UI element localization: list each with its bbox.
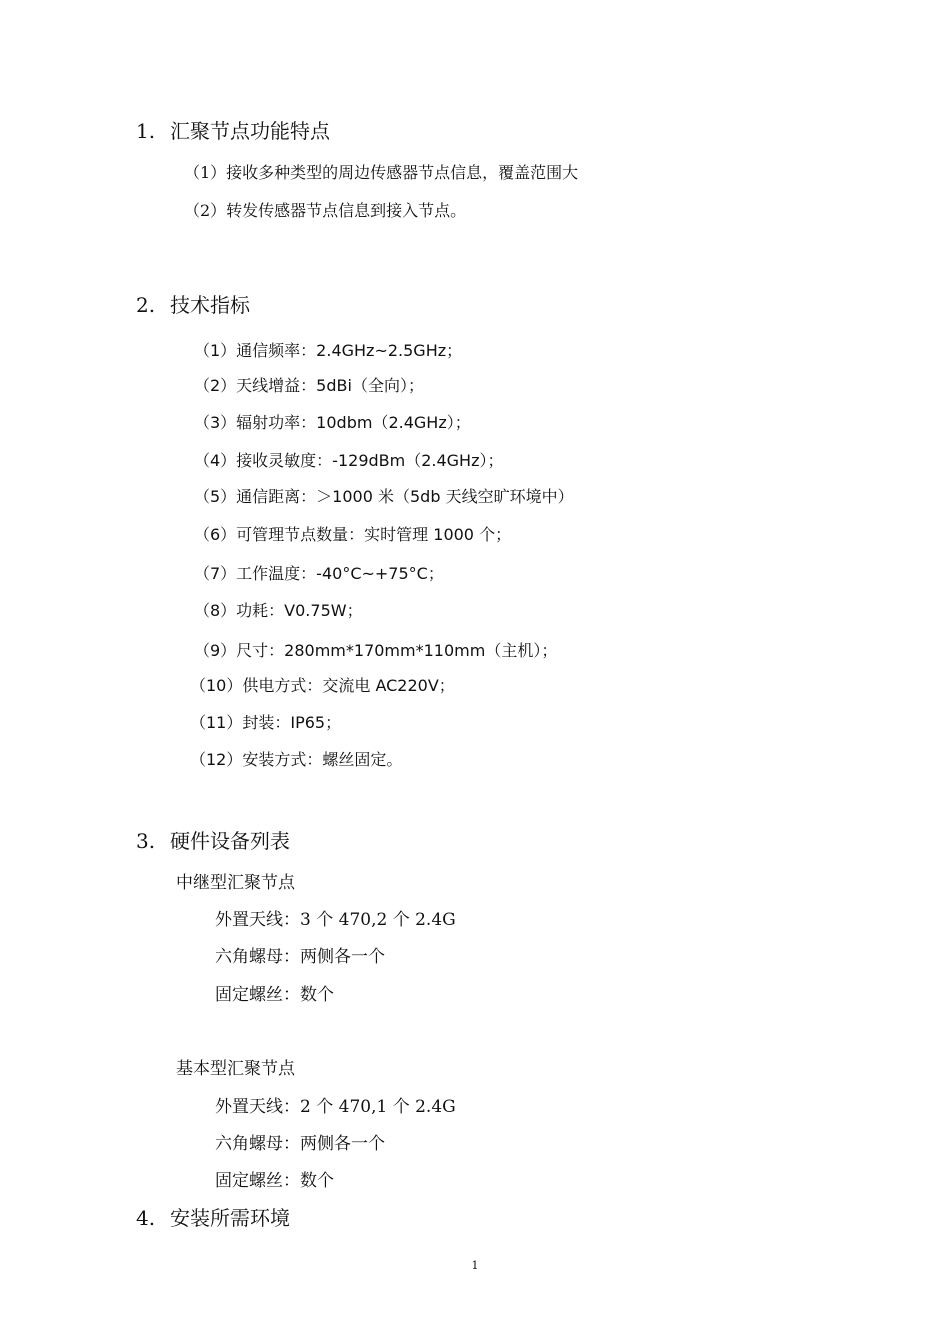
section-title: 汇聚节点功能特点: [170, 119, 330, 143]
device-item: 固定螺丝：数个: [215, 985, 334, 1005]
spec-item: （10）供电方式：交流电 AC220V；: [190, 676, 455, 695]
section-number: 1.: [136, 119, 156, 143]
section-number: 3.: [136, 829, 156, 853]
section-number: 4.: [136, 1206, 156, 1230]
spec-item: （5）通信距离：＞1000 米（5db 天线空旷环境中）: [194, 487, 574, 506]
device-item: 六角螺母：两侧各一个: [215, 947, 385, 967]
section-1-heading: [136, 118, 330, 144]
spec-item: （4）接收灵敏度：-129dBm（2.4GHz）；: [194, 451, 504, 470]
device-item: 外置天线：3 个 470,2 个 2.4G: [215, 910, 456, 930]
spec-item: （2）天线增益：5dBi（全向）；: [194, 376, 424, 395]
feature-item: （2）转发传感器节点信息到接入节点。: [184, 201, 467, 220]
section-title: 技术指标: [170, 293, 250, 317]
section-title: 安装所需环境: [170, 1206, 290, 1230]
section-2-heading: [136, 292, 250, 318]
device-group-name: 中继型汇聚节点: [176, 873, 295, 893]
device-group-name: 基本型汇聚节点: [176, 1059, 295, 1079]
section-title: 硬件设备列表: [170, 829, 290, 853]
spec-item: （3）辐射功率：10dbm（2.4GHz）；: [194, 413, 471, 432]
spec-item: （11）封装：IP65；: [190, 713, 342, 732]
spec-item: （8）功耗：V0.75W；: [194, 601, 363, 620]
feature-item: （1）接收多种类型的周边传感器节点信息，覆盖范围大: [184, 163, 579, 182]
device-item: 六角螺母：两侧各一个: [215, 1134, 385, 1154]
device-item: 外置天线：2 个 470,1 个 2.4G: [215, 1097, 456, 1117]
spec-item: （9）尺寸：280mm*170mm*110mm（主机）；: [194, 641, 558, 660]
section-4-heading: [136, 1205, 290, 1231]
spec-item: （12）安装方式：螺丝固定。: [190, 750, 403, 769]
spec-item: （6）可管理节点数量：实时管理 1000 个；: [194, 525, 512, 544]
spec-item: （1）通信频率：2.4GHz~2.5GHz；: [194, 341, 463, 360]
section-number: 2.: [136, 293, 156, 317]
device-item: 固定螺丝：数个: [215, 1171, 334, 1191]
spec-item: （7）工作温度：-40°C~+75°C；: [194, 564, 444, 583]
section-3-heading: [136, 828, 290, 854]
page-number: 1: [471, 1259, 479, 1272]
